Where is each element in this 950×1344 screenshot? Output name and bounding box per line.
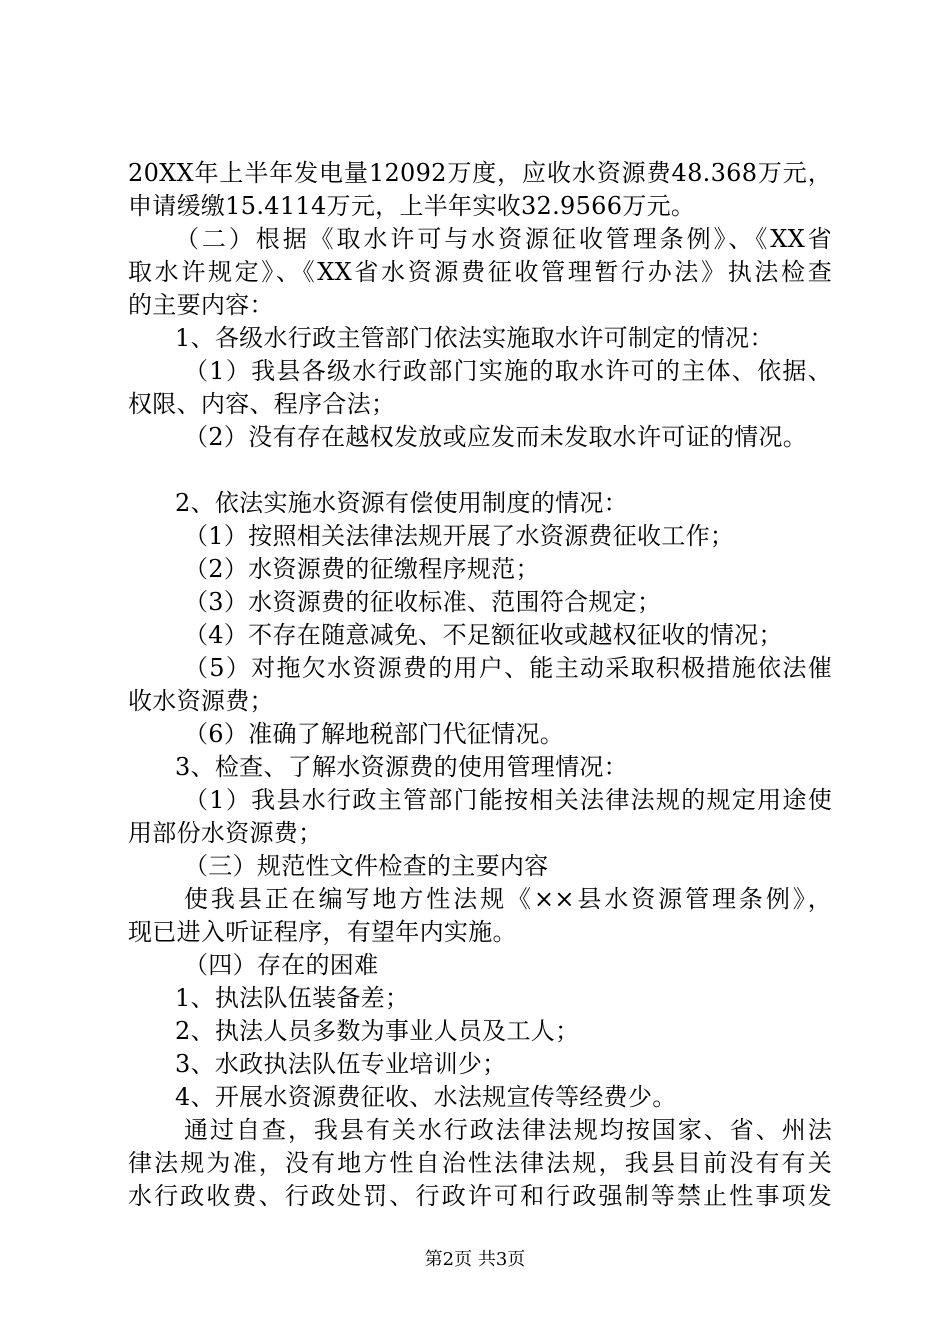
paragraph-line: 使我县正在编写地方性法规《××县水资源管理条例》， [184, 885, 832, 913]
page-number-footer: 第2页 共3页 [424, 1249, 526, 1270]
paragraph-line: 3、水政执法队伍专业培训少； [175, 1050, 507, 1078]
paragraph-line: 用部份水资源费； [128, 819, 323, 847]
paragraph-line: （1）我县水行政主管部门能按相关法律法规的规定用途使 [184, 786, 832, 814]
paragraph-line: 收水资源费； [128, 687, 274, 715]
paragraph-line: （1）我县各级水行政部门实施的取水许可的主体、依据、 [184, 357, 832, 385]
paragraph-line: 4、开展水资源费征收、水法规宣传等经费少。 [175, 1083, 677, 1111]
paragraph-line: （四）存在的困难 [184, 951, 379, 979]
paragraph-line: （2）没有存在越权发放或应发而未发取水许可证的情况。 [184, 423, 808, 451]
paragraph-line: （5）对拖欠水资源费的用户、能主动采取积极措施依法催 [184, 654, 832, 682]
paragraph-line: （6）准确了解地税部门代征情况。 [184, 720, 565, 748]
paragraph-line: 3、检查、了解水资源费的使用管理情况： [175, 753, 628, 781]
paragraph-line: （三）规范性文件检查的主要内容 [184, 852, 549, 880]
paragraph-line: 1、各级水行政主管部门依法实施取水许可制定的情况： [175, 324, 774, 352]
paragraph-line: （二）根据《取水许可与水资源征收管理条例》、《XX省 [175, 225, 832, 253]
paragraph-line: 2、执法人员多数为事业人员及工人； [175, 1017, 580, 1045]
blank-line [128, 454, 832, 487]
paragraph-line: 律法规为准，没有地方性自治性法律法规，我县目前没有有关 [128, 1149, 832, 1177]
paragraph-line: 现已进入听证程序，有望年内实施。 [128, 918, 517, 946]
document-body [128, 157, 832, 1213]
paragraph-line: 的主要内容： [128, 291, 274, 319]
paragraph-line: 通过自查，我县有关水行政法律法规均按国家、省、州法 [184, 1116, 832, 1144]
paragraph-line: 申请缓缴15.4114万元，上半年实收32.9566万元。 [128, 192, 696, 220]
paragraph-line: 取水许规定》、《XX省水资源费征收管理暂行办法》执法检查 [128, 258, 832, 286]
paragraph-line: （1）按照相关法律法规开展了水资源费征收工作； [184, 522, 735, 550]
paragraph-line: （2）水资源费的征缴程序规范； [184, 555, 540, 583]
paragraph-line: 水行政收费、行政处罚、行政许可和行政强制等禁止性事项发 [128, 1182, 832, 1210]
paragraph-line: 1、执法队伍装备差； [175, 984, 410, 1012]
paragraph-line: （3）水资源费的征收标准、范围符合规定； [184, 588, 662, 616]
paragraph-line: 20XX年上半年发电量12092万度，应收水资源费48.368万元， [128, 159, 832, 187]
paragraph-line: 2、依法实施水资源有偿使用制度的情况： [175, 489, 628, 517]
paragraph-line: （4）不存在随意减免、不足额征收或越权征收的情况； [184, 621, 783, 649]
paragraph-line: 权限、内容、程序合法； [128, 390, 396, 418]
